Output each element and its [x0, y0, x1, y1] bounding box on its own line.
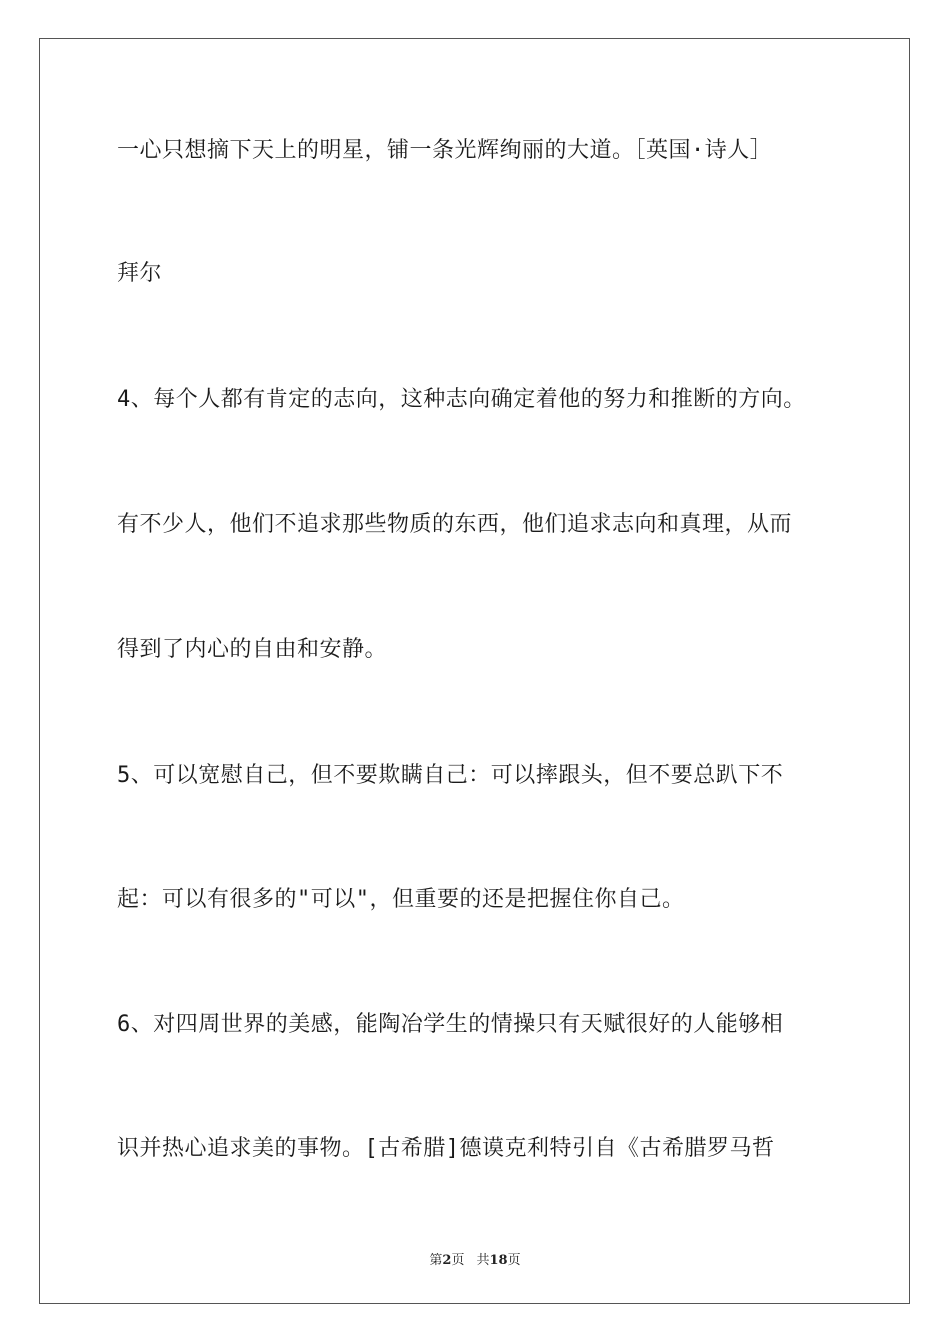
text-line-4: 有不少人，他们不追求那些物质的东西，他们追求志向和真理，从而	[117, 512, 793, 537]
page-footer	[0, 1249, 950, 1268]
text-line-2: 拜尔	[117, 261, 163, 286]
text-line-9: 识并热心追求美的事物。[古希腊]德谟克利特引自《古希腊罗马哲	[117, 1136, 775, 1161]
total-pages: 18	[489, 1253, 508, 1268]
page-prefix: 第	[429, 1253, 443, 1268]
page-number: 2	[442, 1253, 452, 1268]
total-prefix: 共	[476, 1253, 490, 1268]
text-line-8: 6、对四周世界的美感，能陶冶学生的情操只有天赋很好的人能够相	[117, 1012, 784, 1037]
page-border	[39, 38, 910, 1304]
text-line-5: 得到了内心的自由和安静。	[117, 637, 388, 662]
text-line-1: 一心只想摘下天上的明星，铺一条光辉绚丽的大道。［英国·诗人］	[117, 138, 773, 163]
total-suffix: 页	[507, 1253, 521, 1268]
page-suffix: 页	[451, 1253, 465, 1268]
text-line-6: 5、可以宽慰自己，但不要欺瞒自己：可以摔跟头，但不要总趴下不	[117, 763, 784, 788]
text-line-3: 4、每个人都有肯定的志向，这种志向确定着他的努力和推断的方向。	[117, 387, 806, 412]
text-line-7: 起：可以有很多的"可以"，但重要的还是把握住你自己。	[117, 887, 685, 912]
